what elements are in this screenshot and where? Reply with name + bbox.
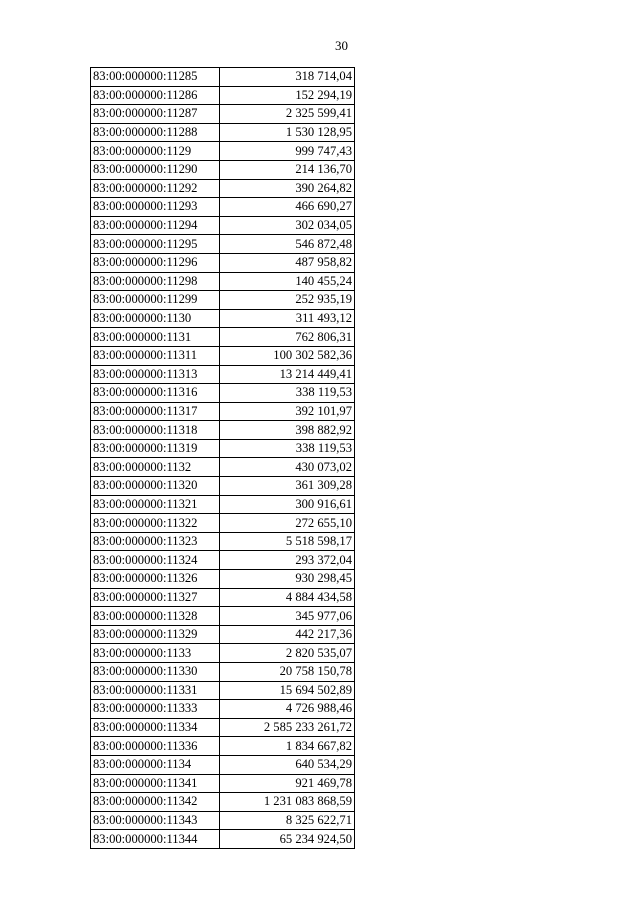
cadastral-value-cell: 252 935,19 [220,291,355,310]
table-row [91,477,355,496]
cadastral-number-cell: 83:00:000000:11288 [91,123,220,142]
cadastral-value-cell: 640 534,29 [220,755,355,774]
cadastral-value-cell: 140 455,24 [220,272,355,291]
table-row [91,532,355,551]
cadastral-number-cell: 83:00:000000:11321 [91,495,220,514]
table-row [91,68,355,87]
cadastral-value-cell: 338 119,53 [220,439,355,458]
cadastral-number-cell: 83:00:000000:1129 [91,142,220,161]
table-row [91,216,355,235]
table-row [91,160,355,179]
cadastral-value-cell: 338 119,53 [220,384,355,403]
cadastral-value-cell: 5 518 598,17 [220,532,355,551]
cadastral-value-cell: 100 302 582,36 [220,346,355,365]
cadastral-number-cell: 83:00:000000:11316 [91,384,220,403]
cadastral-number-cell: 83:00:000000:11317 [91,402,220,421]
cadastral-number-cell: 83:00:000000:11342 [91,793,220,812]
cadastral-number-cell: 83:00:000000:11341 [91,774,220,793]
table-row [91,755,355,774]
table-body [91,68,355,849]
cadastral-number-cell: 83:00:000000:11295 [91,235,220,254]
cadastral-number-cell: 83:00:000000:11322 [91,514,220,533]
table-row [91,402,355,421]
cadastral-number-cell: 83:00:000000:11343 [91,811,220,830]
cadastral-value-cell: 345 977,06 [220,607,355,626]
cadastral-number-cell: 83:00:000000:11292 [91,179,220,198]
table-row [91,644,355,663]
table-row [91,346,355,365]
table-row [91,737,355,756]
cadastral-value-cell: 4 726 988,46 [220,700,355,719]
table-row [91,830,355,849]
table-row [91,570,355,589]
cadastral-value-cell: 398 882,92 [220,421,355,440]
table-row [91,718,355,737]
table-row [91,700,355,719]
table-row [91,86,355,105]
table-row [91,774,355,793]
cadastral-number-cell: 83:00:000000:11344 [91,830,220,849]
table-row [91,253,355,272]
cadastral-number-cell: 83:00:000000:11313 [91,365,220,384]
cadastral-number-cell: 83:00:000000:11285 [91,68,220,87]
cadastral-value-cell: 487 958,82 [220,253,355,272]
cadastral-value-cell: 921 469,78 [220,774,355,793]
cadastral-value-cell: 13 214 449,41 [220,365,355,384]
cadastral-value-cell: 442 217,36 [220,625,355,644]
table-row [91,328,355,347]
page-number: 30 [335,38,348,53]
table-row [91,179,355,198]
cadastral-value-cell: 2 820 535,07 [220,644,355,663]
cadastral-value-cell: 390 264,82 [220,179,355,198]
cadastral-number-cell: 83:00:000000:11324 [91,551,220,570]
cadastral-value-cell: 65 234 924,50 [220,830,355,849]
table-row [91,421,355,440]
cadastral-number-cell: 83:00:000000:11319 [91,439,220,458]
cadastral-value-cell: 2 585 233 261,72 [220,718,355,737]
cadastral-value-cell: 762 806,31 [220,328,355,347]
cadastral-value-cell: 15 694 502,89 [220,681,355,700]
cadastral-number-cell: 83:00:000000:11328 [91,607,220,626]
cadastral-value-cell: 999 747,43 [220,142,355,161]
cadastral-number-cell: 83:00:000000:11296 [91,253,220,272]
cadastral-number-cell: 83:00:000000:11318 [91,421,220,440]
cadastral-number-cell: 83:00:000000:1130 [91,309,220,328]
cadastral-value-table [90,67,355,849]
cadastral-value-cell: 392 101,97 [220,402,355,421]
cadastral-number-cell: 83:00:000000:11330 [91,663,220,682]
cadastral-value-cell: 300 916,61 [220,495,355,514]
cadastral-number-cell: 83:00:000000:11331 [91,681,220,700]
table-row [91,811,355,830]
table-row [91,663,355,682]
table-row [91,123,355,142]
cadastral-number-cell: 83:00:000000:11336 [91,737,220,756]
cadastral-number-cell: 83:00:000000:11286 [91,86,220,105]
cadastral-value-cell: 302 034,05 [220,216,355,235]
table-row [91,681,355,700]
table-row [91,514,355,533]
table-row [91,365,355,384]
cadastral-number-cell: 83:00:000000:11298 [91,272,220,291]
table-row [91,384,355,403]
cadastral-number-cell: 83:00:000000:11294 [91,216,220,235]
cadastral-value-cell: 430 073,02 [220,458,355,477]
table-row [91,142,355,161]
cadastral-number-cell: 83:00:000000:11329 [91,625,220,644]
cadastral-number-cell: 83:00:000000:1132 [91,458,220,477]
cadastral-value-cell: 272 655,10 [220,514,355,533]
cadastral-value-cell: 4 884 434,58 [220,588,355,607]
cadastral-value-cell: 311 493,12 [220,309,355,328]
table-row [91,625,355,644]
table-row [91,105,355,124]
cadastral-value-cell: 214 136,70 [220,160,355,179]
cadastral-number-cell: 83:00:000000:1131 [91,328,220,347]
table-row [91,235,355,254]
cadastral-number-cell: 83:00:000000:11326 [91,570,220,589]
cadastral-value-cell: 930 298,45 [220,570,355,589]
table-row [91,588,355,607]
cadastral-value-cell: 2 325 599,41 [220,105,355,124]
table-row [91,495,355,514]
table-row [91,793,355,812]
table-row [91,458,355,477]
cadastral-number-cell: 83:00:000000:11333 [91,700,220,719]
cadastral-number-cell: 83:00:000000:11323 [91,532,220,551]
table-row [91,607,355,626]
table-row [91,198,355,217]
cadastral-number-cell: 83:00:000000:11290 [91,160,220,179]
cadastral-number-cell: 83:00:000000:11327 [91,588,220,607]
cadastral-value-cell: 1 834 667,82 [220,737,355,756]
cadastral-value-cell: 361 309,28 [220,477,355,496]
cadastral-value-cell: 20 758 150,78 [220,663,355,682]
cadastral-number-cell: 83:00:000000:11299 [91,291,220,310]
cadastral-value-cell: 1 231 083 868,59 [220,793,355,812]
table-row [91,291,355,310]
cadastral-value-cell: 466 690,27 [220,198,355,217]
cadastral-number-cell: 83:00:000000:11293 [91,198,220,217]
cadastral-value-cell: 293 372,04 [220,551,355,570]
cadastral-value-cell: 546 872,48 [220,235,355,254]
cadastral-number-cell: 83:00:000000:1134 [91,755,220,774]
table-row [91,551,355,570]
cadastral-value-cell: 8 325 622,71 [220,811,355,830]
table-row [91,439,355,458]
cadastral-number-cell: 83:00:000000:11320 [91,477,220,496]
table-row [91,309,355,328]
cadastral-number-cell: 83:00:000000:1133 [91,644,220,663]
table-row [91,272,355,291]
cadastral-value-cell: 318 714,04 [220,68,355,87]
cadastral-value-cell: 1 530 128,95 [220,123,355,142]
cadastral-number-cell: 83:00:000000:11334 [91,718,220,737]
cadastral-value-cell: 152 294,19 [220,86,355,105]
cadastral-number-cell: 83:00:000000:11287 [91,105,220,124]
cadastral-number-cell: 83:00:000000:11311 [91,346,220,365]
